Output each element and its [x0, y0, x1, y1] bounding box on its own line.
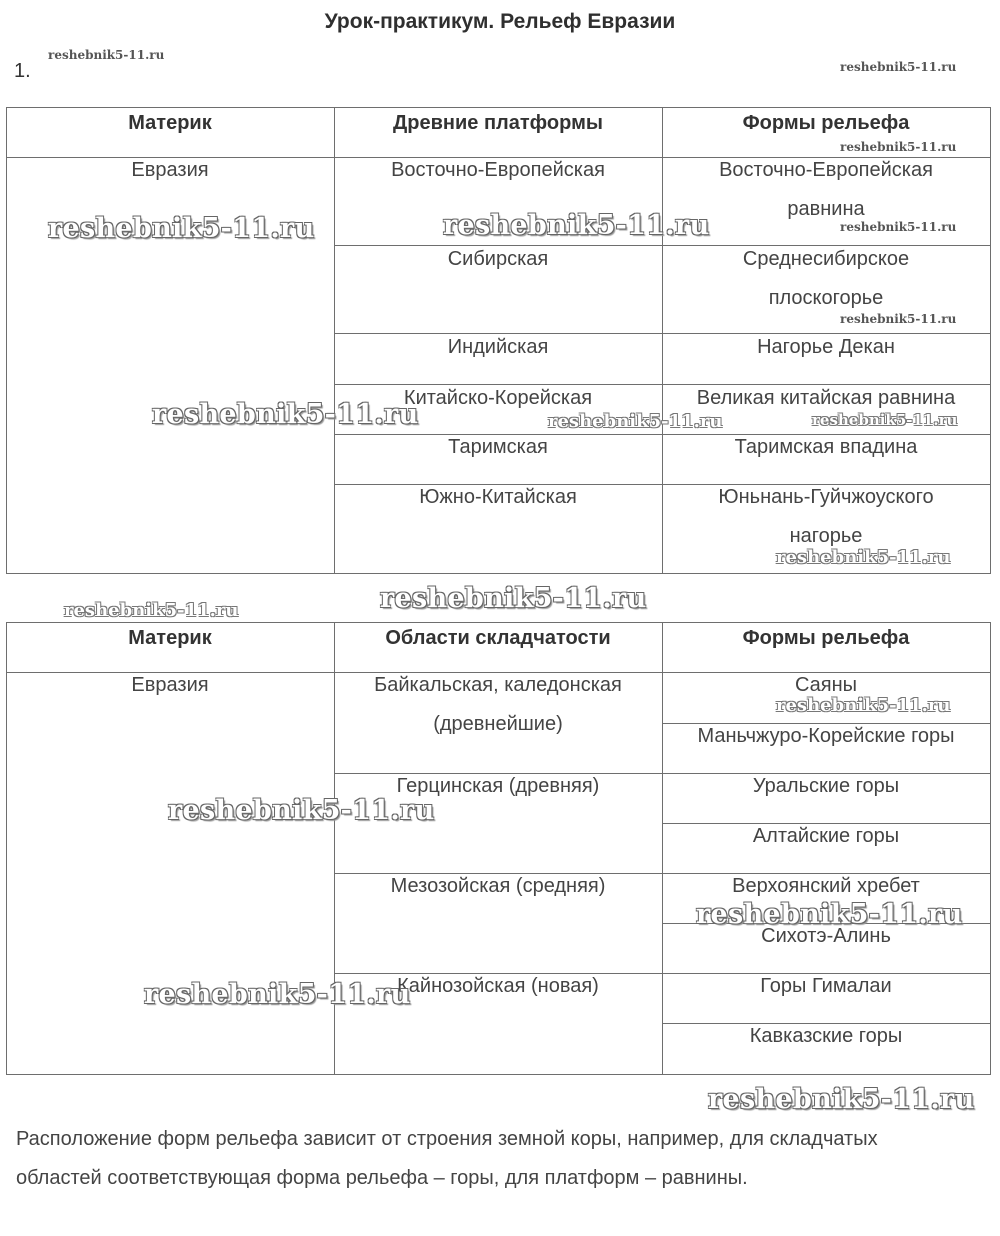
- watermark: reshebnik5-11.ru: [840, 140, 957, 154]
- table1-header-continent: Материк: [128, 112, 212, 134]
- table-row: Индийская: [447, 336, 549, 358]
- table-row: Маньчжуро-Корейские горы: [697, 725, 955, 747]
- watermark: reshebnik5-11.ru: [152, 399, 419, 430]
- watermark: reshebnik5-11.ru: [840, 60, 957, 74]
- table-row: Алтайские горы: [752, 825, 900, 847]
- conclusion-text: Расположение форм рельефа зависит от строения земной коры, например, для складчатых областей соответствующая форма рельефа – горы, для платформ – равнины.: [16, 1128, 878, 1189]
- table-row: Кавказские горы: [749, 1025, 903, 1047]
- table-row: Сихотэ-Алинь: [761, 925, 891, 947]
- page-title: Урок-практикум. Рельеф Евразии: [324, 10, 676, 33]
- table-row: Нагорье Декан: [757, 336, 895, 358]
- table-row: Великая китайская равнина: [696, 387, 956, 409]
- table-row: Таримская впадина: [734, 436, 918, 458]
- task-number: 1.: [14, 60, 31, 82]
- table-row: Южно-Китайская: [419, 486, 577, 508]
- watermark: reshebnik5-11.ru: [708, 1084, 975, 1115]
- table-row: Байкальская, каледонская (древнейшие): [374, 674, 622, 735]
- table-row: Китайско-Корейская: [403, 387, 593, 409]
- table2-header-relief: Формы рельефа: [742, 627, 910, 649]
- watermark: reshebnik5-11.ru: [443, 210, 710, 241]
- watermark: reshebnik5-11.ru: [696, 899, 963, 930]
- table-row: Верхоянский хребет: [732, 875, 920, 897]
- table-row: Среднесибирское плоскогорье: [742, 248, 910, 309]
- table-row: Сибирская: [447, 248, 549, 270]
- watermark: reshebnik5-11.ru: [840, 312, 957, 326]
- watermark: reshebnik5-11.ru: [380, 583, 647, 614]
- watermark: reshebnik5-11.ru: [64, 600, 239, 621]
- watermark: reshebnik5-11.ru: [776, 547, 951, 568]
- table2-continent: Евразия: [131, 674, 209, 696]
- table-row: Герцинская (древняя): [396, 775, 600, 797]
- table1-header-platforms: Древние платформы: [393, 112, 603, 134]
- watermark: reshebnik5-11.ru: [48, 213, 315, 244]
- table-row: Горы Гималаи: [760, 975, 892, 997]
- table-row: Уральские горы: [752, 775, 900, 797]
- table-row: Восточно-Европейская: [391, 159, 605, 181]
- table-row: Саяны: [794, 674, 858, 696]
- watermark: reshebnik5-11.ru: [840, 220, 957, 234]
- watermark: reshebnik5-11.ru: [48, 48, 165, 62]
- table-row: Кайнозойская (новая): [397, 975, 599, 997]
- table-row: Таримская: [448, 436, 548, 458]
- table2-header-folding-areas: Области складчатости: [385, 627, 611, 649]
- table1-header-relief: Формы рельефа: [742, 112, 910, 134]
- watermark: reshebnik5-11.ru: [168, 795, 435, 826]
- table-row: Мезозойская (средняя): [390, 875, 606, 897]
- table2-header-continent: Материк: [128, 627, 212, 649]
- watermark: reshebnik5-11.ru: [144, 979, 411, 1010]
- table-row: Восточно-Европейская равнина: [719, 159, 933, 220]
- watermark: reshebnik5-11.ru: [548, 411, 723, 432]
- table1-continent: Евразия: [131, 159, 209, 181]
- table-row: Юньнань-Гуйчжоуского нагорье: [718, 486, 934, 547]
- watermark: reshebnik5-11.ru: [812, 411, 958, 429]
- watermark: reshebnik5-11.ru: [776, 695, 951, 716]
